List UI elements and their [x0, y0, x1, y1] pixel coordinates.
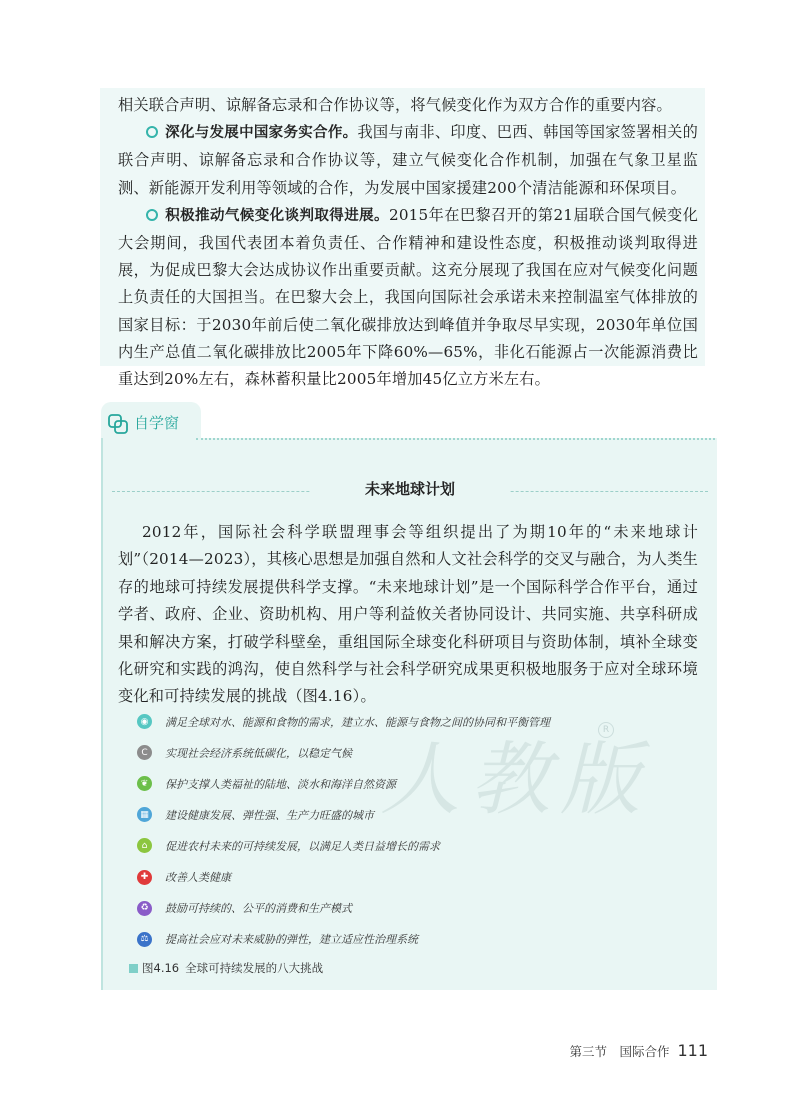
challenge-text: 建设健康发展、弹性强、生产力旺盛的城市	[165, 808, 374, 822]
box-text	[118, 519, 698, 711]
paragraph-3-body: 2015年在巴黎召开的第21届联合国气候变化大会期间，我国代表团本着负责任、合作精神和建设性态度，积极推动谈判取得进展，为促成巴黎大会达成协议作出重要贡献。这充分展现了我国在应对气候变化问题上负责任的大国担当。在巴黎大会上，我国向国际社会承诺未来控制温室气体排放的国家目标：于2030年前后使二氧化碳排放达到峰值并争取尽早实现，2030年单位国内生产总值二氧化碳排放比2005年下降60%—65%，非化石能源占一次能源消费比重达到20%左右，森林蓄积量比2005年增加45亿立方米左右。	[118, 205, 698, 389]
challenge-item	[137, 737, 657, 768]
challenge-text: 满足全球对水、能源和食物的需求，建立水、能源与食物之间的协同和平衡管理	[165, 715, 550, 729]
publisher-watermark: 人教版	[380, 733, 650, 826]
self-study-icon	[108, 414, 128, 434]
footer-section: 第三节 国际合作	[569, 1044, 670, 1059]
caption-label: 图4.16	[142, 961, 180, 975]
challenge-text: 促进农村未来的可持续发展，以满足人类日益增长的需求	[165, 839, 440, 853]
box-top-border	[196, 438, 715, 440]
caption-marker-icon	[129, 964, 138, 973]
paragraph-1: 相关联合声明、谅解备忘录和合作协议等，将气候变化作为双方合作的重要内容。	[118, 96, 672, 114]
paragraph-2-body: 我国与南非、印度、巴西、韩国等国家签署相关的联合声明、谅解备忘录和合作协议等，建立气候变化合作机制，加强在气象卫星监测、新能源开发利用等领域的合作，为发展中国家援建200个清洁能源和环保项目。	[118, 123, 698, 197]
challenge-item	[137, 924, 657, 955]
challenge-text: 实现社会经济系统低碳化，以稳定气候	[165, 746, 352, 760]
challenge-item	[137, 706, 657, 737]
challenge-text: 提高社会应对未来威胁的弹性，建立适应性治理系统	[165, 933, 418, 947]
figure-caption	[129, 960, 323, 976]
challenge-text: 保护支撑人类福祉的陆地、淡水和海洋自然资源	[165, 777, 396, 791]
paragraph-2	[118, 119, 698, 202]
consumption-icon: ♻	[137, 901, 152, 916]
page-number: 111	[677, 1041, 708, 1060]
paragraph-3-lead: 积极推动气候变化谈判取得进展。	[165, 207, 389, 224]
rural-icon: ⌂	[137, 838, 152, 853]
box-title: 未来地球计划	[310, 478, 510, 499]
challenge-item	[137, 799, 657, 830]
challenge-item	[137, 893, 657, 924]
box-paragraph: 2012年，国际社会科学联盟理事会等组织提出了为期10年的“未来地球计划”（2014—2023），其核心思想是加强自然和人文社会科学的交叉与融合，为人类生存的地球可持续发展提供科学支撑。“未来地球计划”是一个国际科学合作平台，通过学者、政府、企业、资助机构、用户等利益攸关者协同设计、共同实施、共享科研成果和解决方案，打破学科壁垒，重组国际全球变化科研项目与资助体制，填补全球变化研究和实践的鸿沟，使自然科学与社会科学研究成果更积极地服务于应对全球环境变化和可持续发展的挑战（图4.16）。	[118, 523, 698, 706]
challenges-figure	[137, 706, 657, 955]
caption-text: 全球可持续发展的八大挑战	[185, 961, 324, 975]
top-text-block	[118, 92, 698, 393]
city-icon: ▦	[137, 807, 152, 822]
water-food-icon: ◉	[137, 714, 152, 729]
low-carbon-icon: C	[137, 745, 152, 760]
challenge-item	[137, 830, 657, 861]
challenge-item	[137, 768, 657, 799]
health-icon: ✚	[137, 870, 152, 885]
challenge-text: 鼓励可持续的、公平的消费和生产模式	[165, 902, 352, 916]
governance-icon: ⚖	[137, 932, 152, 947]
paragraph-2-lead: 深化与发展中国家务实合作。	[165, 125, 358, 142]
paragraph-3	[118, 202, 698, 393]
page-footer	[569, 1041, 708, 1060]
bullet-icon	[146, 126, 158, 138]
bullet-icon	[146, 209, 158, 221]
challenge-item	[137, 861, 657, 892]
self-study-label: 自学窗	[134, 414, 180, 432]
challenge-text: 改善人类健康	[165, 871, 231, 885]
registered-mark-icon: R	[598, 722, 614, 738]
nature-icon: ❦	[137, 776, 152, 791]
